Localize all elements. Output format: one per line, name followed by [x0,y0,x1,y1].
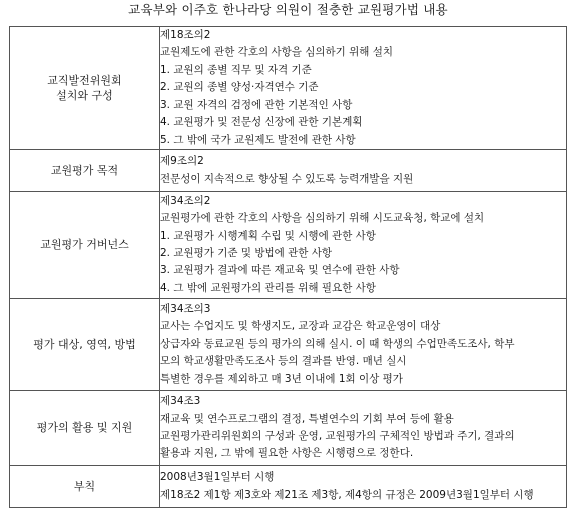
law-summary-table [9,26,567,508]
row-label [10,391,160,466]
row-content [160,391,567,466]
content-line: 교원제도에 관한 각호의 사항을 심의하기 위해 설치 [160,46,394,59]
content-line: 모의 학교생활만족도조사 등의 결과를 반영. 매년 실시 [160,355,407,368]
content-line: 4. 그 밖에 교원평가의 관리를 위해 필요한 사항 [160,281,376,294]
content-line: 4. 교원평가 및 전문성 신장에 관한 기본계획 [160,116,363,129]
article-number: 제9조의2 [160,155,204,168]
table-row [10,192,567,299]
table-row [10,466,567,508]
row-label [10,192,160,299]
content-line: 3. 교원 자격의 검정에 관한 기본적인 사항 [160,98,353,111]
table-row [10,27,567,150]
row-label-line: 설치와 구성 [56,89,113,102]
row-label [10,466,160,508]
content-line: 2008년3월1일부터 시행 [160,471,275,484]
content-line: 재교육 및 연수프로그램의 결정, 특별연수의 기회 부여 등에 활용 [160,412,454,425]
content-line: 2. 교원의 종별 양성·자격연수 기준 [160,81,319,94]
content-line: 상급자와 동료교원 등의 평가의 의해 실시. 이 때 학생의 수업만족도조사, 학부 [160,337,515,350]
article-number: 제34조3 [160,395,201,408]
table-row [10,391,567,466]
content-line: 1. 교원평가 시행계획 수립 및 시행에 관한 사항 [160,229,376,242]
row-label-line: 평가의 활용 및 지원 [36,421,133,435]
table-row [10,299,567,391]
table-row [10,150,567,192]
row-label-line: 교원평가 거버넌스 [40,238,129,252]
content-line: 2. 교원평가 기준 및 방법에 관한 사항 [160,247,333,259]
article-number: 제34조의3 [160,302,211,315]
row-label [10,150,160,192]
content-line: 교원평가에 관한 각호의 사항을 심의하기 위해 시도교육청, 학교에 설치 [160,212,485,225]
article-number: 제18조의2 [160,29,211,42]
content-line: 교원평가관리위원회의 구성과 운영, 교원평가의 구체적인 방법과 주기, 결과의 [160,430,515,442]
content-line: 5. 그 밖에 국가 교원제도 발전에 관한 사항 [160,133,356,146]
row-content [160,299,567,391]
content-line: 전문성이 지속적으로 향상될 수 있도록 능력개발을 지원 [160,172,414,185]
content-line: 3. 교원평가 결과에 따른 재교육 및 연수에 관한 사항 [160,264,400,277]
row-label [10,27,160,150]
article-number: 제34조의2 [160,194,211,207]
content-line: 제18조2 제1항 제3호와 제21조 제3항, 제4항의 규정은 2009년3월1일부터 시행 [160,488,534,501]
row-content [160,27,567,150]
row-label-line: 부칙 [73,479,96,493]
row-label-line: 교직발전위원회 [47,73,122,87]
content-line: 1. 교원의 종별 직무 및 자격 기준 [160,63,312,76]
row-content [160,192,567,299]
content-line: 활용과 지원, 그 밖에 필요한 사항은 시행령으로 정한다. [160,447,414,460]
content-line: 특별한 경우를 제외하고 매 3년 이내에 1회 이상 평가 [160,372,403,385]
row-label-line: 교원평가 목적 [50,163,119,177]
row-label [10,299,160,391]
row-label-line: 평가 대상, 영역, 방법 [33,337,136,351]
row-content [160,466,567,508]
page-title: 교육부와 이주호 한나라당 의원이 절충한 교원평가법 내용 [128,2,448,17]
row-content [160,150,567,192]
content-line: 교사는 수업지도 및 학생지도, 교장과 교감은 학교운영이 대상 [160,320,441,333]
